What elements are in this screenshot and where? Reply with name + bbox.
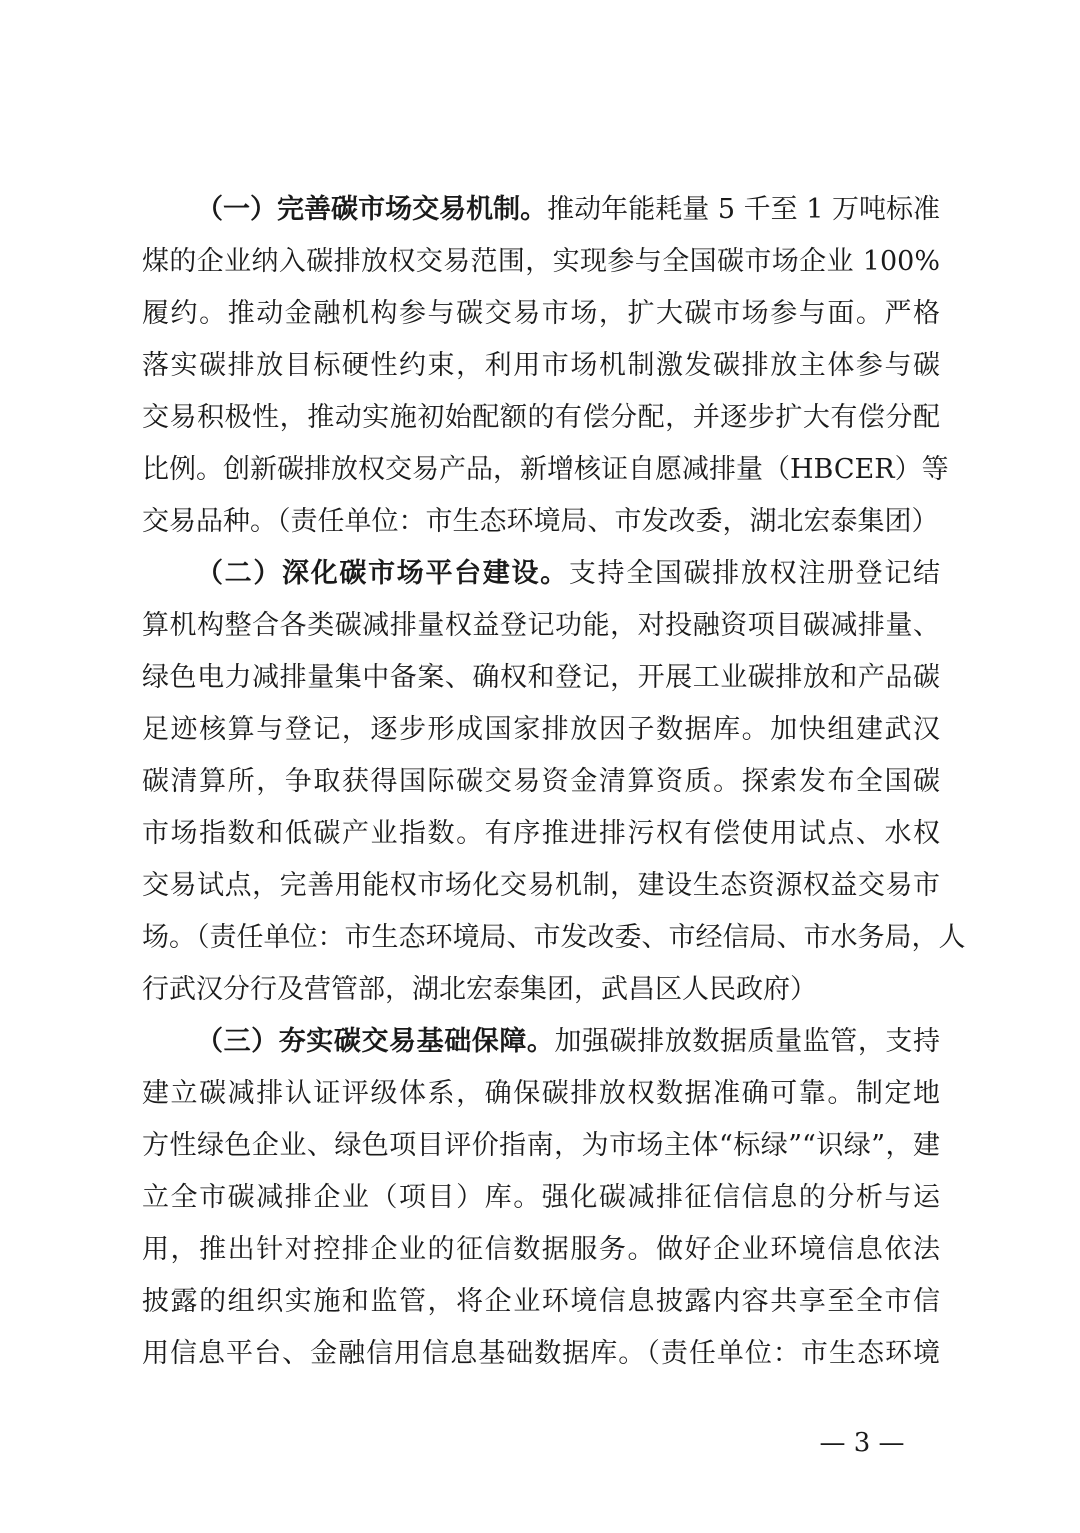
section-1-first-line [196,192,940,228]
section-3-first-line-text: 加强碳排放数据质量监管，支持 [554,1026,940,1057]
paragraph-line: 碳清算所，争取获得国际碳交易资金清算资质。探索发布全国碳 [142,766,940,797]
page-number: — 3 — [819,1428,905,1458]
paragraph-line: 立全市碳减排企业（项目）库。强化碳减排征信信息的分析与运 [142,1182,940,1213]
paragraph-line: 用，推出针对控排企业的征信数据服务。做好企业环境信息依法 [142,1234,940,1265]
paragraph-line: 交易试点，完善用能权市场化交易机制，建设生态资源权益交易市 [142,870,940,901]
paragraph-line: 算机构整合各类碳减排量权益登记功能，对投融资项目碳减排量、 [142,610,940,641]
section-3-first-line [196,1024,940,1060]
section-1-heading: （一）完善碳市场交易机制。 [196,194,548,225]
paragraph-line: 方性绿色企业、绿色项目评价指南，为市场主体“标绿”“识绿”，建 [142,1130,940,1161]
section-2-first-line [196,556,940,592]
paragraph-line: 履约。推动金融机构参与碳交易市场，扩大碳市场参与面。严格 [142,298,940,329]
paragraph-line: 场。（责任单位：市生态环境局、市发改委、市经信局、市水务局，人 [142,922,966,953]
section-3-heading: （三）夯实碳交易基础保障。 [196,1026,555,1057]
paragraph-line: 绿色电力减排量集中备案、确权和登记，开展工业碳排放和产品碳 [142,662,940,693]
paragraph-line: 交易积极性，推动实施初始配额的有偿分配，并逐步扩大有偿分配 [142,402,940,433]
paragraph-line: 煤的企业纳入碳排放权交易范围，实现参与全国碳市场企业 100% [142,246,940,277]
paragraph-line: 披露的组织实施和监管，将企业环境信息披露内容共享至全市信 [142,1286,940,1317]
paragraph-line: 比例。创新碳排放权交易产品，新增核证自愿减排量（HBCER）等 [142,454,949,485]
section-2-heading: （二）深化碳市场平台建设。 [196,558,569,589]
paragraph-line: 落实碳排放目标硬性约束，利用市场机制激发碳排放主体参与碳 [142,350,940,381]
paragraph-line: 用信息平台、金融信用信息基础数据库。（责任单位：市生态环境 [142,1338,940,1369]
paragraph-line: 足迹核算与登记，逐步形成国家排放因子数据库。加快组建武汉 [142,714,940,745]
paragraph-line: 交易品种。（责任单位：市生态环境局、市发改委，湖北宏泰集团） [142,506,939,537]
paragraph-line: 市场指数和低碳产业指数。有序推进排污权有偿使用试点、水权 [142,818,940,849]
paragraph-line: 行武汉分行及营管部，湖北宏泰集团，武昌区人民政府） [142,974,817,1005]
section-1-first-line-text: 推动年能耗量 5 千至 1 万吨标准 [547,194,941,225]
paragraph-line: 建立碳减排认证评级体系，确保碳排放权数据准确可靠。制定地 [142,1078,940,1109]
section-2-first-line-text: 支持全国碳排放权注册登记结 [568,558,941,589]
